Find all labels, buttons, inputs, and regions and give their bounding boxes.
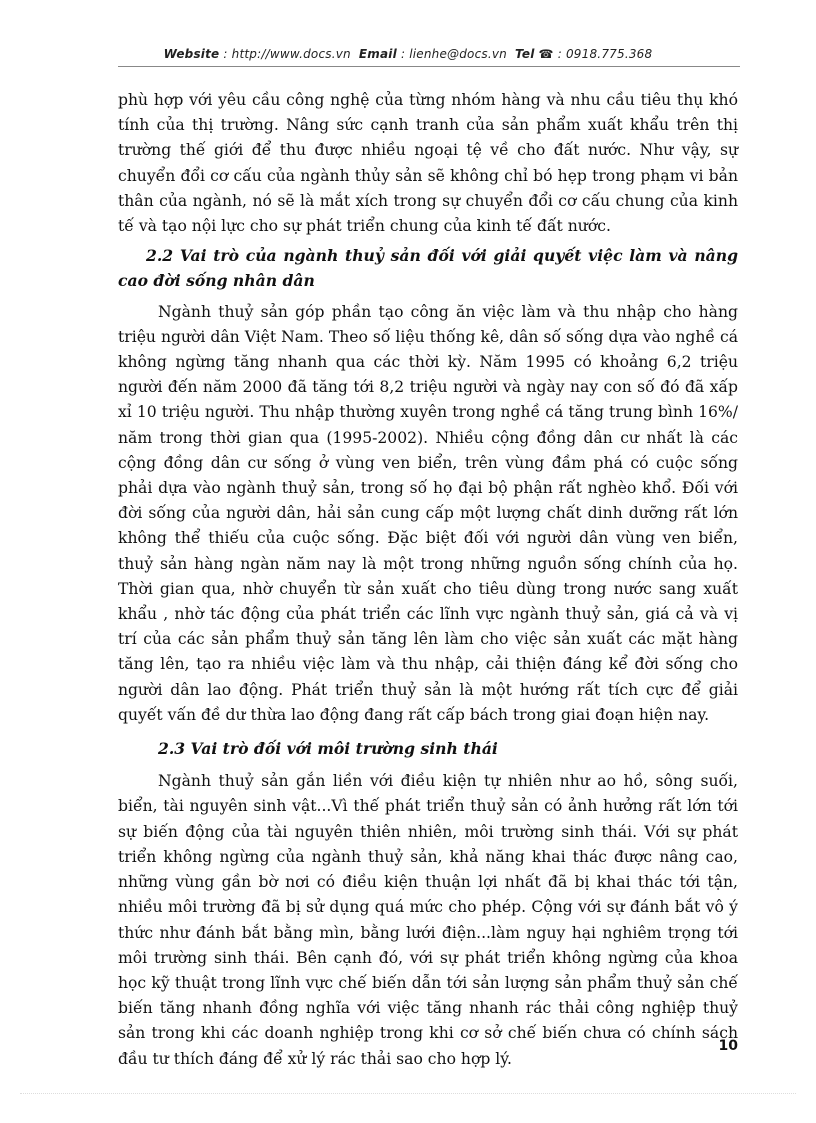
section-heading-2-3: 2.3 Vai trò đối với môi trường sinh thái: [158, 739, 498, 759]
document-body: [118, 88, 738, 1072]
tel-value: : 0918.775.368: [557, 47, 653, 61]
website-value[interactable]: : http://www.docs.vn: [223, 47, 351, 61]
tel-label: Tel: [515, 47, 535, 61]
footer-divider: [20, 1093, 796, 1094]
website-label: Website: [163, 47, 220, 61]
paragraph-employment: Ngành thuỷ sản góp phần tạo công ăn việc làm và thu nhập cho hàng triệu người dân Việt Nam. Theo số liệu thống kê, dân số sống dựa vào nghề cá không ngừng tăng nhanh qua các thời kỳ. Năm 1995 có khoảng 6,2 triệu người đến năm 2000 đã tăng tới 8,2 triệu người và ngày nay con số đó đã xấp xỉ 10 triệu người. Thu nhập thường xuyên trong nghề cá tăng trung bình 16%/ năm trong thời gian qua (1995-2002). Nhiều cộng đồng dân cư nhất là các cộng đồng dân cư sống ở vùng ven biển, trên vùng đầm phá có cuộc sống phải dựa vào ngành thuỷ sản, trong số họ đại bộ phận rất nghèo khổ. Đối với đời sống của người dân, hải sản cung cấp một lượng chất dinh dưỡng rất lớn không thể thiếu của cuộc sống. Đặc biệt đối với người dân vùng ven biển, thuỷ sản hàng ngàn năm nay là một trong những nguồn sống chính của họ. Thời gian qua, nhờ chuyển từ sản xuất cho tiêu dùng trong nước sang xuất khẩu , nhờ tác động của phát triển các lĩnh vực ngành thuỷ sản, giá cả và vị trí của các sản phẩm thuỷ sản tăng lên làm cho việc sản xuất các mặt hàng tăng lên, tạo ra nhiều việc làm và thu nhập, cải thiện đáng kể đời sống cho người dân lao động. Phát triển thuỷ sản là một hướng rất tích cực để giải quyết vấn đề dư thừa lao động đang rất cấp bách trong giai đoạn hiện nay.: [118, 302, 738, 724]
page-number: 10: [718, 1038, 738, 1054]
phone-icon: ☎: [538, 47, 554, 61]
section-heading-2-2: 2.2 Vai trò của ngành thuỷ sản đối với giải quyết việc làm và nâng cao đời sống nhân dân: [118, 246, 738, 291]
paragraph-environment: Ngành thuỷ sản gắn liền với điều kiện tự nhiên như ao hồ, sông suối, biển, tài nguyên sinh vật...Vì thế phát triển thuỷ sản có ảnh hưởng rất lớn tới sự biến động của tài nguyên thiên nhiên, môi trường sinh thái. Với sự phát triển không ngừng của ngành thuỷ sản, khả năng khai thác được nâng cao, những vùng gần bờ nơi có điều kiện thuận lợi nhất đã bị khai thác tới tận, nhiều môi trường đã bị sử dụng quá mức cho phép. Cộng với sự đánh bắt vô ý thức như đánh bắt bằng mìn, bằng lưới điện...làm nguy hại nghiêm trọng tới môi trường sinh thái. Bên cạnh đó, với sự phát triển không ngừng của khoa học kỹ thuật trong lĩnh vực chế biến dẫn tới sản lượng sản phẩm thuỷ sản chế biến tăng nhanh đồng nghĩa với việc tăng nhanh rác thải công nghiệp thuỷ sản trong khi các doanh nghiệp trong khi cơ sở chế biến chưa có chính sách đầu tư thích đáng để xử lý rác thải sao cho hợp lý.: [118, 772, 738, 1068]
page-header: [0, 47, 816, 61]
header-divider: [118, 66, 740, 67]
paragraph-continuation: phù hợp với yêu cầu công nghệ của từng nhóm hàng và nhu cầu tiêu thụ khó tính của thị trường. Nâng sức cạnh tranh của sản phẩm xuất khẩu trên thị trường thế giới để thu được nhiều ngoại tệ về cho đất nước. Như vậy, sự chuyển đổi cơ cấu của ngành thủy sản sẽ không chỉ bó hẹp trong phạm vi bản thân của ngành, nó sẽ là mắt xích trong sự chuyển đổi cơ cấu chung của kinh tế và tạo nội lực cho sự phát triển chung của kinh tế đất nước.: [118, 91, 738, 236]
email-value[interactable]: : lienhe@docs.vn: [400, 47, 507, 61]
email-label: Email: [358, 47, 397, 61]
